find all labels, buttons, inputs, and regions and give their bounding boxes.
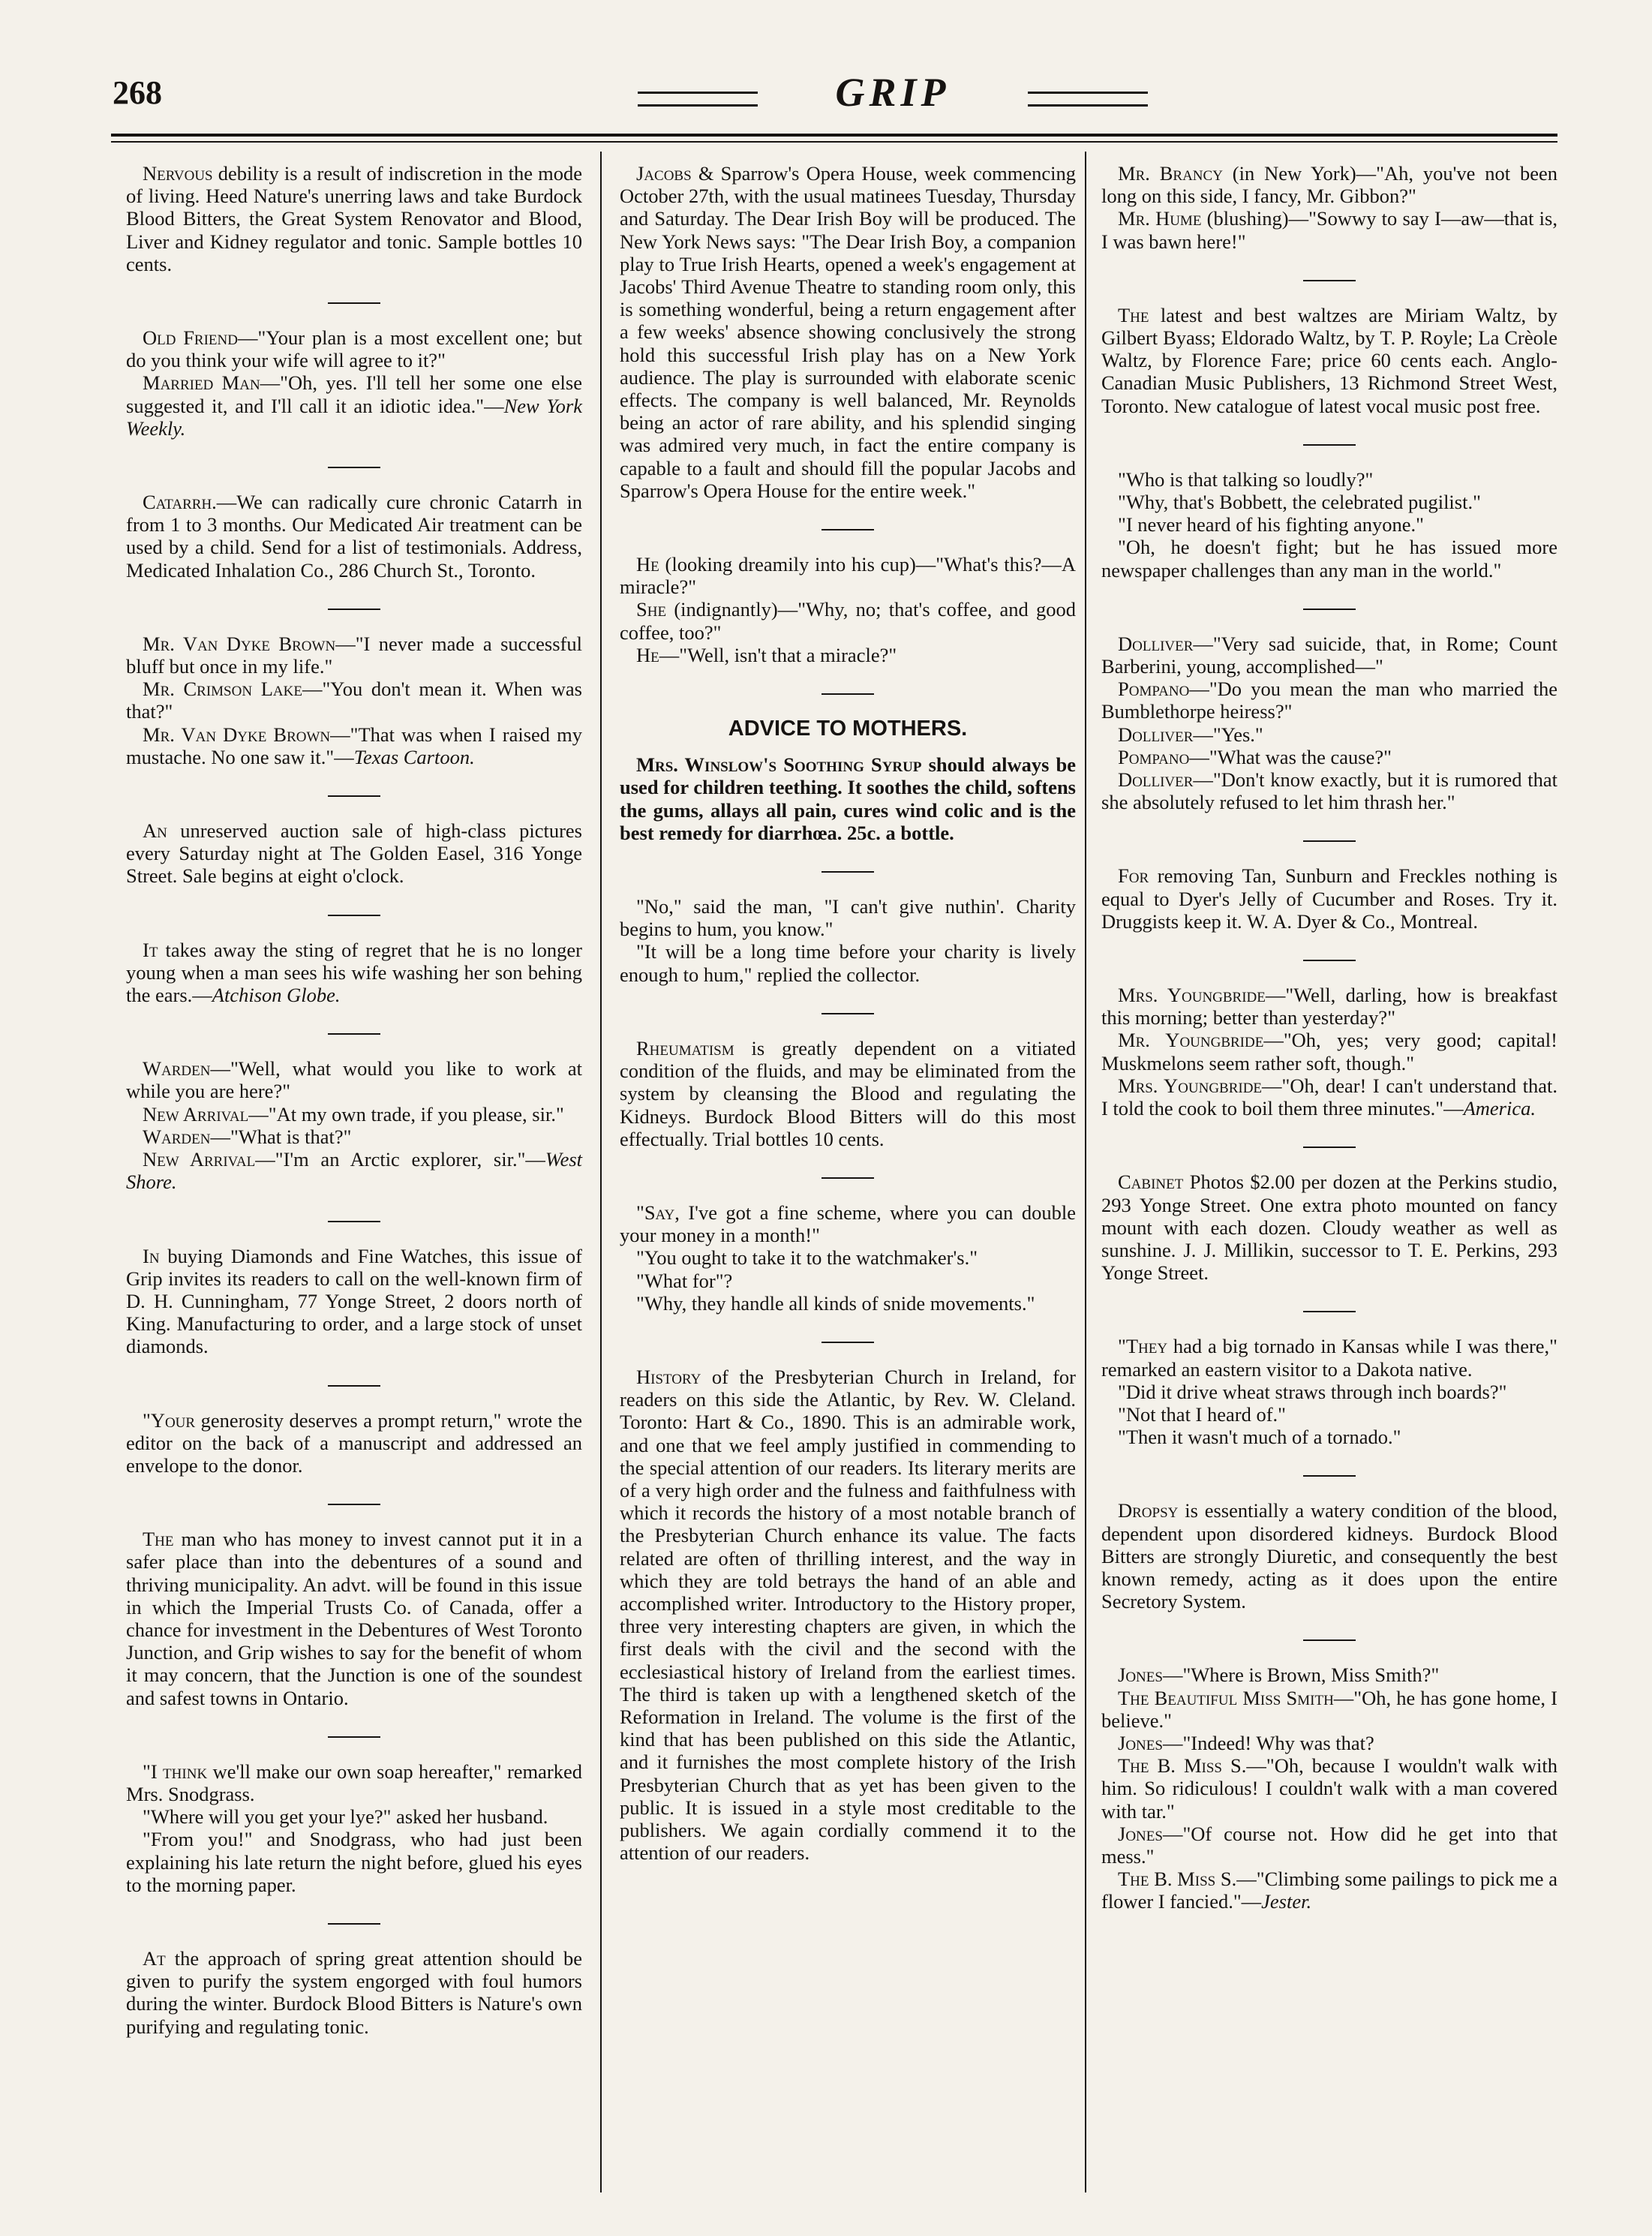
lead-words: The B. Miss S.	[1118, 1868, 1237, 1891]
lead-words: Mr. Hume	[1118, 207, 1202, 230]
lead-words: Mrs. Winslow's Soothing Syrup	[636, 753, 922, 777]
article-paragraph	[126, 1528, 582, 1709]
paragraph-text: —"Of course not. How did he get into that mess."	[1101, 1822, 1557, 1868]
paragraph-text: "I never heard of his fighting anyone."	[1118, 513, 1424, 536]
article-paragraph	[620, 1037, 1076, 1150]
article-item	[126, 162, 582, 275]
page-number: 268	[113, 74, 162, 111]
lead-words: Jacobs	[636, 162, 692, 185]
source-credit: Jester.	[1261, 1890, 1312, 1913]
paragraph-text: should always be used for children teething. It soothes the child, softens the gums, allays all pain, cures wind colic and is the best remedy for diarrhœa. 25c. a bottle.	[620, 753, 1076, 844]
lead-words: Old Friend	[143, 326, 238, 350]
article-item	[126, 819, 582, 888]
lead-words: Rheumatism	[636, 1036, 734, 1059]
item-separator	[328, 1385, 380, 1387]
lead-words: Nervous	[143, 162, 213, 185]
lead-words: Mr. Crimson Lake	[143, 678, 302, 701]
item-separator	[328, 795, 380, 797]
lead-words: Pompano	[1118, 745, 1190, 768]
paragraph-text: is essentially a watery condition of the blood, dependent upon disordered kidneys. Burdock Blood Bitters are strongly Diuretic, and consequently the best known remedy, acting as it does upon the entire Secretory System.	[1101, 1499, 1557, 1613]
paragraph-text: —"Oh, because I wouldn't walk with him. So ridiculous! I couldn't walk with a man covered with tar."	[1101, 1754, 1558, 1823]
article-paragraph	[1101, 162, 1557, 207]
lead-words: Jones	[1118, 1822, 1163, 1845]
paragraph-text: (in New York)—"Ah, you've not been long on this side, I fancy, Mr. Gibbon?"	[1101, 162, 1557, 208]
article-paragraph	[620, 1201, 1076, 1246]
article-paragraph	[126, 1103, 582, 1126]
paragraph-text: unreserved auction sale of high-class pictures every Saturday night at The Golden Easel, 316 Yonge Street. Sale begins at eight o'clock.	[126, 819, 582, 888]
paragraph-text: —"Yes."	[1193, 723, 1263, 746]
article-paragraph	[1101, 1868, 1557, 1913]
paragraph-text: —"Don't know exactly, but it is rumored that she absolutely refused to let him thrash her."	[1101, 768, 1557, 814]
article-paragraph	[1101, 1426, 1557, 1448]
paragraph-text: —"What was the cause?"	[1189, 745, 1392, 768]
lead-words: For	[1118, 864, 1149, 888]
lead-words: He	[636, 643, 659, 666]
lead-words: History	[636, 1365, 701, 1388]
lead-words: Dolliver	[1118, 768, 1194, 792]
lead-words: Mr. Van Dyke Brown	[143, 632, 336, 655]
source-credit: Atchison Globe.	[212, 984, 341, 1007]
column-divider-1	[600, 152, 602, 2192]
paragraph-text: removing Tan, Sunburn and Freckles nothing is equal to Dyer's Jelly of Cucumber and Roses. Try it. Druggists keep it. W. A. Dyer & Co., Montreal.	[1101, 864, 1557, 933]
lead-words: At	[143, 1946, 166, 1970]
lead-words: New Arrival	[143, 1102, 249, 1126]
article-item	[620, 162, 1076, 502]
article-item	[1101, 1335, 1557, 1448]
article-item	[1101, 1499, 1557, 1612]
paragraph-text: generosity deserves a prompt return," wrote the editor on the back of a manuscript and addressed an envelope to the donor.	[126, 1408, 582, 1477]
article-paragraph	[620, 1292, 1076, 1315]
article-paragraph	[1101, 633, 1557, 678]
lead-words: Cabinet	[1118, 1171, 1184, 1194]
paragraph-text: buying Diamonds and Fine Watches, this issue of Grip invites its readers to call on the well-known firm of D. H. Cunningham, 77 Yonge Street, 2 doors north of King. Manufacturing to order, and a large stock of unset diamonds.	[126, 1244, 582, 1358]
lead-words: Catarrh	[143, 491, 212, 514]
article-item	[126, 1245, 582, 1358]
article-item	[126, 1057, 582, 1193]
paragraph-text: —"What is that?"	[210, 1125, 352, 1148]
paragraph-text: man who has money to invest cannot put it in a safer place than into the debentures of a sound and thriving municipality. An advt. will be found in this issue in which the Imperial Trusts Co. of Canada, offer a chance for investment in the Debentures of West Toronto Junction, and Grip wishes to say for the benefit of whom it may concern, that the Junction is one of the soundest and safest towns in Ontario.	[126, 1528, 582, 1709]
article-item	[126, 1528, 582, 1709]
item-separator	[328, 1736, 380, 1738]
article-paragraph	[1101, 984, 1557, 1029]
lead-words: The B. Miss S.	[1118, 1754, 1247, 1778]
paragraph-text: —"Oh, he has gone home, I believe."	[1101, 1686, 1557, 1732]
article-paragraph	[620, 1270, 1076, 1292]
article-paragraph	[126, 162, 582, 275]
article-item	[126, 1409, 582, 1477]
item-separator	[821, 529, 874, 530]
paragraph-text: —"Oh, yes. I'll tell her some one else suggested it, and I'll call it an idiotic idea."—	[126, 371, 582, 417]
article-paragraph	[126, 633, 582, 678]
lead-words: Mr. Van Dyke Brown	[143, 723, 331, 746]
paragraph-text: "No," said the man, "I can't give nuthin'. Charity begins to hum, you know."	[620, 895, 1076, 941]
article-paragraph	[1101, 1403, 1557, 1426]
item-separator	[1303, 1147, 1356, 1148]
paragraph-text: (blushing)—"Sowwy to say I—aw—that is, I was bawn here!"	[1101, 207, 1557, 253]
paragraph-text: —"Where is Brown, Miss Smith?"	[1162, 1663, 1440, 1687]
lead-words: Warden	[143, 1057, 211, 1080]
article-paragraph	[620, 162, 1076, 502]
lead-words: The	[1118, 303, 1149, 326]
article-paragraph	[620, 644, 1076, 666]
paragraph-text: the approach of spring great attention should be given to purify the system engorged with foul humors during the winter. Burdock Blood Bitters is Nature's own purifying and regulating tonic.	[126, 1946, 582, 2038]
article-paragraph	[1101, 207, 1557, 252]
paragraph-text: —"Well, what would you like to work at while you are here?"	[126, 1057, 582, 1103]
item-separator	[328, 1221, 380, 1222]
lead-words: The	[143, 1528, 174, 1551]
article-paragraph	[126, 723, 582, 768]
article-paragraph	[1101, 1074, 1557, 1120]
paragraph-text: & Sparrow's Opera House, week commencing October 27th, with the usual matinees Tuesday, Thursday and Saturday. The Dear Irish Boy will be produced. The New York News says: "The Dear Irish Boy, a companion play to True Irish Hearts, opened a week's engagement at Jacobs' Third Avenue Theatre to standing room only, this is something wonderful, being a return engagement after a few weeks' absence showing conclusively the strong hold this successful Irish play has on a New York audience. The play is surrounded with elaborate scenic effects. The company is well balanced, Mr. Reynolds being an actor of rare ability, and his splendid singing was admired very much, in fact the entire company is capable to a fault and should fill the popular Jacobs and Sparrow's Opera House for the entire week."	[620, 162, 1076, 502]
article-paragraph	[126, 1409, 582, 1477]
article-paragraph	[620, 1366, 1076, 1864]
article-paragraph	[126, 326, 582, 371]
item-separator	[821, 1013, 874, 1014]
lead-words: Warden	[143, 1125, 211, 1148]
paragraph-text: —"I'm an Arctic explorer, sir."—	[255, 1148, 545, 1171]
article-paragraph	[1101, 1687, 1557, 1732]
paragraph-text: "Why, they handle all kinds of snide movements."	[636, 1291, 1035, 1315]
article-item	[620, 717, 1076, 844]
paragraph-text: Photos $2.00 per dozen at the Perkins studio, 293 Yonge Street. One extra photo mounted on fancy mount with each dozen. Cloudy weather as well as sunshine. J. J. Millikin, successor to T. E. Perkins, 293 Yonge Street.	[1101, 1171, 1557, 1285]
lead-words: Mr. Youngbride	[1118, 1029, 1264, 1052]
paragraph-text: had a big tornado in Kansas while I was there," remarked an eastern visitor to a Dakota native.	[1101, 1335, 1557, 1381]
article-paragraph	[1101, 746, 1557, 768]
item-separator	[1303, 1311, 1356, 1312]
article-paragraph	[1101, 1335, 1557, 1380]
article-paragraph	[126, 371, 582, 440]
source-credit: New York Weekly.	[126, 394, 582, 440]
item-separator	[821, 1177, 874, 1179]
item-separator	[328, 609, 380, 610]
article-paragraph	[1101, 1171, 1557, 1284]
item-separator	[1303, 840, 1356, 842]
article-item	[1101, 1663, 1557, 1913]
article-paragraph	[620, 1246, 1076, 1269]
lead-words: It	[143, 938, 158, 961]
source-credit: Texas Cartoon.	[353, 745, 475, 768]
article-paragraph	[126, 1760, 582, 1805]
article-item	[126, 939, 582, 1007]
paragraph-text: "It will be a long time before your charity is lively enough to hum," replied the collector.	[620, 940, 1076, 986]
lead-words: "Say,	[636, 1201, 680, 1224]
article-paragraph	[1101, 1754, 1557, 1823]
masthead	[593, 69, 1193, 129]
article-paragraph	[126, 1828, 582, 1896]
paragraph-text: "Did it drive wheat straws through inch boards?"	[1118, 1380, 1507, 1403]
paragraph-text: "Who is that talking so loudly?"	[1118, 467, 1374, 491]
article-paragraph	[1101, 491, 1557, 513]
paragraph-text: —"Indeed! Why was that?	[1162, 1731, 1374, 1754]
article-paragraph	[620, 553, 1076, 598]
article-paragraph	[620, 753, 1076, 844]
paragraph-text: —"Very sad suicide, that, in Rome; Count Barberini, young, accomplished—"	[1101, 632, 1557, 678]
item-separator	[1303, 280, 1356, 281]
item-separator	[1303, 1639, 1356, 1641]
paragraph-text: "From you!" and Snodgrass, who had just been explaining his late return the night before, glued his eyes to the morning paper.	[126, 1828, 582, 1896]
article-paragraph	[620, 895, 1076, 940]
paragraph-text: "Why, that's Bobbett, the celebrated pugilist."	[1118, 491, 1481, 514]
article-paragraph	[126, 1126, 582, 1148]
paragraph-text: —"You don't mean it. When was that?"	[126, 678, 582, 723]
article-paragraph	[126, 678, 582, 723]
lead-words: "Your	[143, 1408, 196, 1432]
header-double-rule	[111, 134, 1557, 143]
paragraph-text: —"Climbing some pailings to pick me a flower I fancied."—	[1101, 1868, 1557, 1913]
article-paragraph	[1101, 1732, 1557, 1754]
lead-words: "They	[1118, 1335, 1168, 1358]
lead-words: Dropsy	[1118, 1499, 1179, 1522]
lead-words: The Beautiful Miss Smith	[1118, 1686, 1334, 1709]
lead-words: Dolliver	[1118, 723, 1194, 746]
lead-words: She	[636, 598, 667, 621]
paragraph-text: —"Well, darling, how is breakfast this morning; better than yesterday?"	[1101, 984, 1557, 1029]
article-item	[620, 1366, 1076, 1864]
article-paragraph	[1101, 768, 1557, 813]
paragraph-text: —"Oh, yes; very good; capital! Muskmelons seem rather soft, though."	[1101, 1029, 1557, 1074]
article-paragraph	[620, 598, 1076, 643]
paragraph-text: —"I never made a successful bluff but once in my life."	[126, 632, 582, 678]
article-paragraph	[620, 940, 1076, 985]
article-item	[1101, 1171, 1557, 1284]
article-paragraph	[1101, 864, 1557, 933]
article-item	[620, 1037, 1076, 1150]
paragraph-text: —"Oh, dear! I can't understand that. I told the cook to boil them three minutes."—	[1101, 1074, 1558, 1120]
item-separator	[821, 1342, 874, 1343]
item-separator	[1303, 1475, 1356, 1477]
paragraph-text: "Then it wasn't much of a tornado."	[1118, 1426, 1401, 1449]
article-item	[1101, 304, 1557, 417]
item-separator	[1303, 444, 1356, 446]
lead-words: Mrs. Youngbride	[1118, 1074, 1263, 1097]
column-right	[1101, 162, 1557, 1940]
article-paragraph	[126, 1947, 582, 2038]
article-item	[620, 1201, 1076, 1315]
article-paragraph	[1101, 304, 1557, 417]
paragraph-text: (indignantly)—"Why, no; that's coffee, and good coffee, too?"	[620, 598, 1076, 644]
column-left	[126, 162, 582, 2065]
article-paragraph	[126, 1805, 582, 1828]
article-item	[1101, 633, 1557, 814]
article-item	[1101, 162, 1557, 253]
paragraph-text: is greatly dependent on a vitiated condition of the fluids, and may be eliminated from the system by cleansing the Blood and regulating the Kidneys. Burdock Blood Bitters will do this most effectually. Trial bottles 10 cents.	[620, 1036, 1076, 1150]
article-paragraph	[126, 1057, 582, 1102]
paragraph-text: we'll make our own soap hereafter," remarked Mrs. Snodgrass.	[126, 1760, 582, 1805]
page-header	[113, 69, 1553, 129]
article-item	[1101, 864, 1557, 933]
article-paragraph	[126, 939, 582, 1007]
paragraph-text: "What for"?	[636, 1269, 733, 1292]
paragraph-text: "Where will you get your lye?" asked her husband.	[143, 1805, 548, 1829]
lead-words: New Arrival	[143, 1148, 256, 1171]
lead-words: Married Man	[143, 371, 260, 395]
paragraph-text: —"Do you mean the man who married the Bumblethorpe heiress?"	[1101, 678, 1557, 723]
article-paragraph	[1101, 678, 1557, 723]
paragraph-text: debility is a result of indiscretion in the mode of living. Heed Nature's unerring laws and take Burdock Blood Bitters, the Great System Renovator and Blood, Liver and Kidney regulator and tonic. Sample bottles 10 cents.	[126, 162, 582, 275]
paragraph-text: "You ought to take it to the watchmaker's."	[636, 1246, 978, 1270]
lead-words: An	[143, 819, 167, 843]
item-separator	[328, 915, 380, 916]
item-separator	[821, 693, 874, 695]
lead-words: Pompano	[1118, 678, 1190, 701]
item-separator	[328, 1504, 380, 1505]
article-paragraph	[126, 1245, 582, 1358]
masthead-rule-left	[638, 92, 758, 107]
article-paragraph	[1101, 1823, 1557, 1868]
lead-words: Dolliver	[1118, 632, 1194, 655]
paragraph-text: takes away the sting of regret that he is no longer young when a man sees his wife washing her son behing the ears.—	[126, 938, 582, 1007]
article-paragraph	[1101, 513, 1557, 536]
lead-words: Jones	[1118, 1663, 1163, 1687]
article-paragraph	[1101, 1029, 1557, 1074]
article-paragraph	[1101, 1381, 1557, 1403]
article-paragraph	[126, 491, 582, 582]
article-item	[126, 1760, 582, 1896]
paragraph-text: —"That was when I raised my mustache. No one saw it."—	[126, 723, 582, 768]
article-paragraph	[1101, 468, 1557, 491]
column-middle	[620, 162, 1076, 1891]
item-separator	[1303, 609, 1356, 610]
article-paragraph	[1101, 1499, 1557, 1612]
lead-words: In	[143, 1244, 160, 1267]
masthead-rule-right	[1028, 92, 1148, 107]
item-separator	[821, 871, 874, 873]
article-paragraph	[1101, 723, 1557, 746]
article-paragraph	[1101, 536, 1557, 581]
lead-words: Mrs. Youngbride	[1118, 984, 1266, 1007]
article-item	[1101, 468, 1557, 582]
article-item	[620, 553, 1076, 666]
article-paragraph	[126, 819, 582, 888]
article-paragraph	[1101, 1663, 1557, 1686]
paragraph-text: —"Well, isn't that a miracle?"	[659, 643, 897, 666]
item-separator	[328, 1923, 380, 1925]
paragraph-text: latest and best waltzes are Miriam Waltz, by Gilbert Byass; Eldorado Waltz, by T. P. Royle; La Crèole Waltz, by Florence Fare; price 60 cents each. Anglo-Canadian Music Publishers, 13 Richmond Street West, Toronto. New catalogue of latest vocal music post free.	[1101, 303, 1557, 417]
article-item	[126, 491, 582, 582]
lead-words: "I think	[143, 1760, 208, 1783]
article-item	[620, 895, 1076, 986]
paragraph-text: "Not that I heard of."	[1118, 1402, 1286, 1426]
article-item	[126, 1947, 582, 2038]
paragraph-text: .—We can radically cure chronic Catarrh in from 1 to 3 months. Our Medicated Air treatment can be used by a child. Send for a list of testimonials. Address, Medicated Inhalation Co., 286 Church St., Toronto.	[126, 491, 582, 582]
paragraph-text: I've got a fine scheme, where you can double your money in a month!"	[620, 1201, 1076, 1247]
lead-words: Jones	[1118, 1731, 1163, 1754]
lead-words: He	[636, 553, 659, 576]
item-separator	[328, 467, 380, 468]
paragraph-text: (looking dreamily into his cup)—"What's this?—A miracle?"	[620, 553, 1076, 599]
item-separator	[328, 1033, 380, 1035]
source-credit: West Shore.	[126, 1148, 583, 1194]
column-divider-2	[1085, 152, 1086, 2192]
paragraph-text: —"Your plan is a most excellent one; but do you think your wife will agree to it?"	[126, 326, 582, 372]
lead-words: Mr. Brancy	[1118, 162, 1223, 185]
masthead-title: GRIP	[823, 70, 962, 115]
article-item	[126, 326, 582, 440]
article-paragraph	[126, 1148, 582, 1193]
article-heading: ADVICE TO MOTHERS.	[728, 717, 968, 741]
item-separator	[328, 302, 380, 304]
article-item	[126, 633, 582, 768]
paragraph-text: "Oh, he doesn't fight; but he has issued more newspaper challenges than any man in the world."	[1101, 536, 1557, 582]
paragraph-text: —"At my own trade, if you please, sir."	[248, 1102, 564, 1126]
item-separator	[1303, 960, 1356, 961]
source-credit: America.	[1463, 1097, 1536, 1120]
article-item	[1101, 984, 1557, 1120]
paragraph-text: of the Presbyterian Church in Ireland, for readers on this side the Atlantic, by Rev. W. Cleland. Toronto: Hart & Co., 1890. This is an admirable work, and one that we feel amply justified in commending to the special attention of our readers. Its literary merits are of a very high order and the fulness and faithfulness with which it records the history of a most notable branch of the Presbyterian Church enhance its value. The facts related are often of thrilling interest, and the way in which they are told betrays the hand of an able and accomplished writer. Introductory to the History proper, three very interesting chapters are given, in which the first deals with the civil and the second with the ecclesiastical history of Ireland from the earliest times. The third is taken up with a lengthened sketch of the Reformation in Ireland. The volume is the first of the kind that has been published on this side the Atlantic, and it furnishes the most complete history of the Irish Presbyterian Church that as yet has been given to the public. It is issued in a style most creditable to the publishers. We again cordially commend it to the attention of our readers.	[620, 1365, 1076, 1865]
